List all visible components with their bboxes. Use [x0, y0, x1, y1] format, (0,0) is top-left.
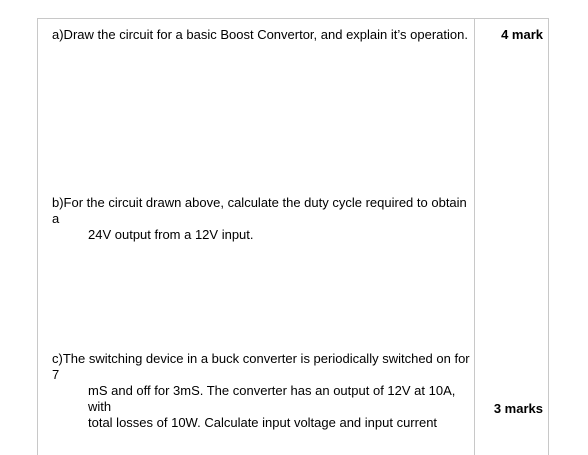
question-a-line-1: a)Draw the circuit for a basic Boost Convertor, and explain it’s operation.: [52, 27, 468, 42]
table-right-border: [548, 18, 549, 455]
table-left-border: [37, 18, 38, 455]
table-column-divider: [474, 18, 475, 455]
question-a: [52, 27, 472, 43]
question-b: [52, 195, 472, 243]
question-c-line-3: total losses of 10W. Calculate input voltage and input current: [88, 415, 438, 430]
question-c-line-1: c)The switching device in a buck converter is periodically switched on for 7: [52, 351, 470, 382]
question-a-mark: 4 mark: [501, 27, 543, 42]
question-c: [52, 351, 472, 431]
table-top-border: [37, 18, 549, 19]
question-c-line-2: mS and off for 3mS. The converter has an output of 12V at 10A, with: [88, 383, 456, 414]
question-b-line-1: b)For the circuit drawn above, calculate the duty cycle required to obtain a: [52, 195, 467, 226]
question-b-line-2: 24V output from a 12V input.: [88, 227, 254, 242]
question-c-mark: 3 marks: [493, 401, 543, 416]
